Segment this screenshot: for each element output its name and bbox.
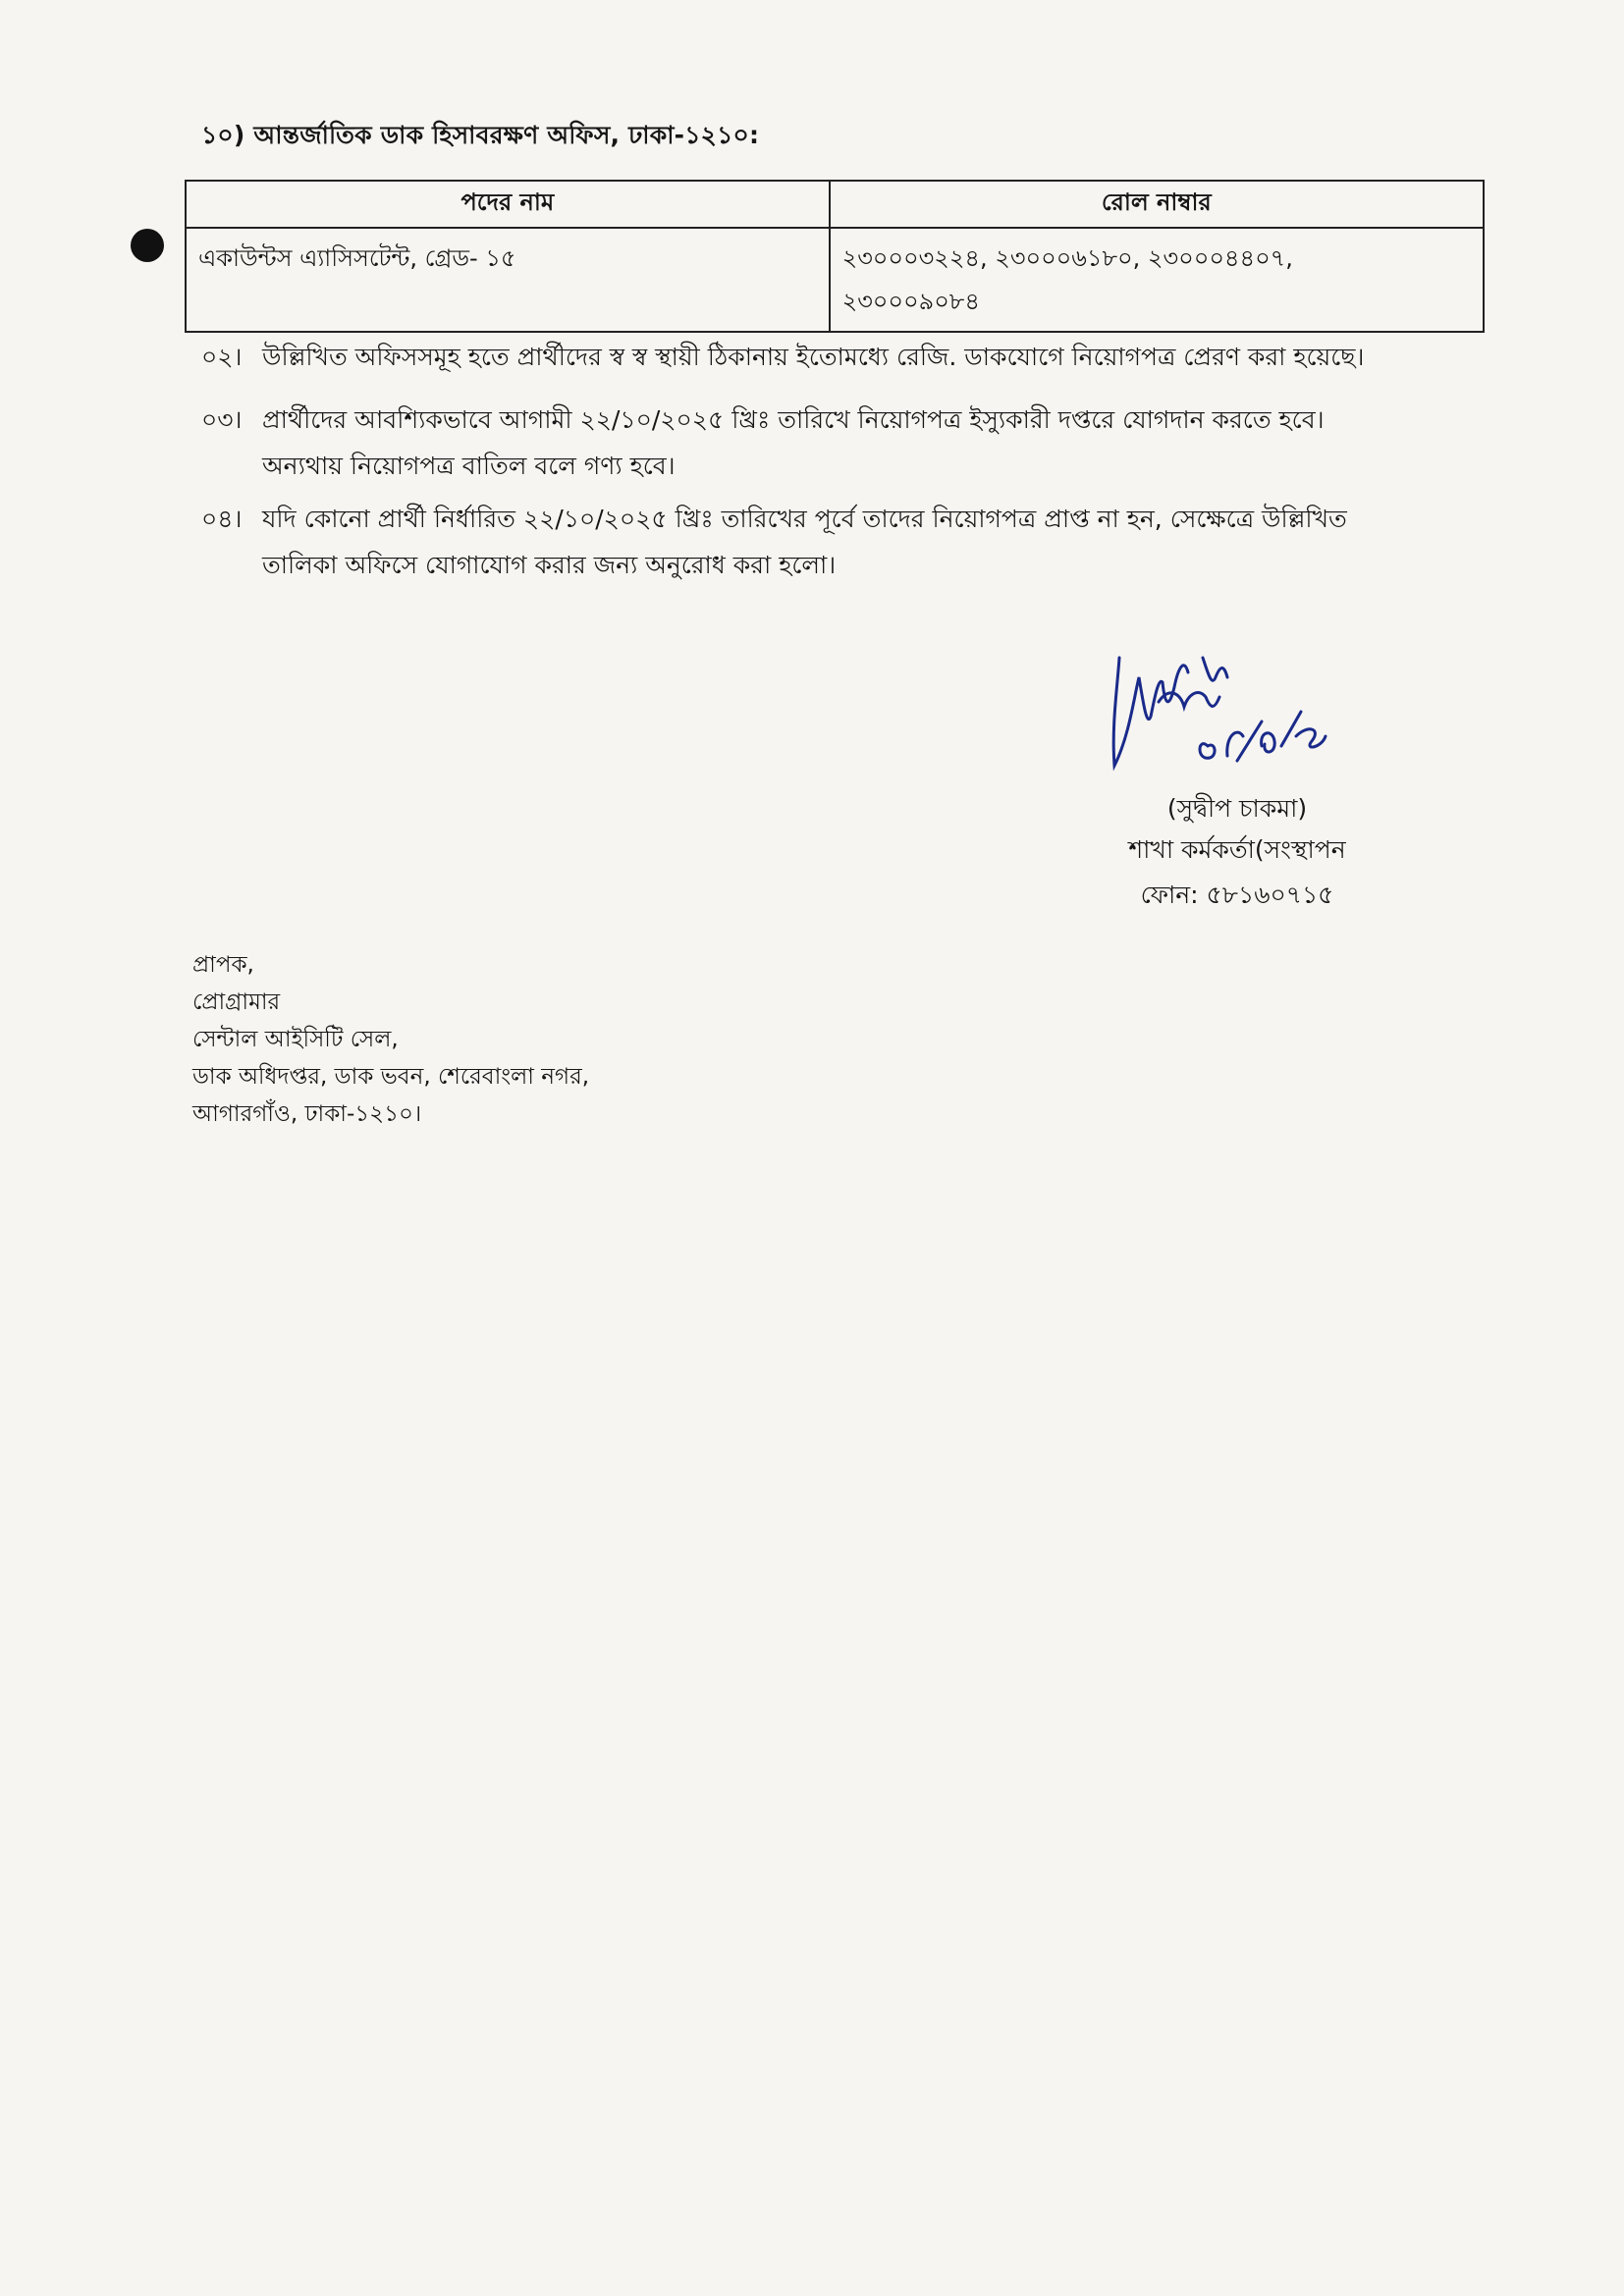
- signatory-designation: শাখা কর্মকর্তা(সংস্থাপন: [1128, 835, 1346, 864]
- paragraph-03-line-2: অন্যথায় নিয়োগপত্র বাতিল বলে গণ্য হবে।: [262, 452, 676, 480]
- handwritten-signature: [1090, 618, 1384, 795]
- office-table: [185, 180, 1485, 333]
- recipient-line: ডাক অধিদপ্তর, ডাক ভবন, শেরেবাংলা নগর,: [192, 1064, 590, 1090]
- punch-hole-mark: [131, 229, 164, 262]
- paragraph-04-line-2: তালিকা অফিসে যোগাযোগ করার জন্য অনুরোধ করা হলো।: [262, 551, 837, 579]
- paragraph-03-number: ০৩।: [201, 405, 243, 434]
- recipient-line: সেন্টাল আইসিটি সেল,: [192, 1027, 399, 1052]
- section-heading: ১০) আন্তর্জাতিক ডাক হিসাবরক্ষণ অফিস, ঢাকা-১২১০:: [201, 121, 760, 149]
- paragraph-02-number: ০২।: [201, 343, 243, 371]
- table-cell-roll: [830, 228, 1484, 332]
- paragraph-02-text: উল্লিখিত অফিসসমূহ হতে প্রার্থীদের স্ব স্ব স্থায়ী ঠিকানায় ইতোমধ্যে রেজি. ডাকযোগে নিয়োগপত্র প্রেরণ করা হয়েছে।: [262, 343, 1365, 371]
- paragraph-02: [201, 334, 1512, 380]
- signatory-name: (সুদ্বীপ চাকমা): [1166, 794, 1308, 823]
- paragraph-03-line-1: প্রার্থীদের আবশ্যিকভাবে আগামী ২২/১০/২০২৫ খ্রিঃ তারিখে নিয়োগপত্র ইস্যুকারী দপ্তরে যোগদান করতে হবে।: [262, 405, 1325, 434]
- table-cell-post: একাউন্টস এ্যাসিসটেন্ট, গ্রেড- ১৫: [186, 228, 830, 332]
- signatory-phone: ফোন: ৫৮১৬০৭১৫: [1140, 881, 1334, 909]
- table-header-roll: রোল নাম্বার: [830, 181, 1484, 228]
- roll-numbers-line-2: ২৩০০০৯০৮৪: [841, 288, 980, 315]
- paragraph-04-number: ০৪।: [201, 505, 243, 533]
- roll-numbers-line-1: ২৩০০০৩২২৪, ২৩০০০৬১৮০, ২৩০০০৪৪০৭,: [841, 244, 1293, 272]
- paragraph-04-line-1: যদি কোনো প্রার্থী নির্ধারিত ২২/১০/২০২৫ খ্রিঃ তারিখের পূর্বে তাদের নিয়োগপত্র প্রাপ্ত না হন, সেক্ষেত্রে উল্লিখিত: [262, 505, 1347, 533]
- recipient-line: আগারগাঁও, ঢাকা-১২১০।: [192, 1101, 422, 1127]
- paragraph-03: [201, 397, 1512, 489]
- table-header-row: [186, 181, 1484, 228]
- table-header-post: পদের নাম: [186, 181, 830, 228]
- recipient-address: [192, 946, 589, 1133]
- table-row: [186, 228, 1484, 332]
- paragraph-04: [201, 496, 1512, 588]
- recipient-line: প্রোগ্রামার: [192, 989, 281, 1015]
- recipient-line: প্রাপক,: [192, 952, 254, 978]
